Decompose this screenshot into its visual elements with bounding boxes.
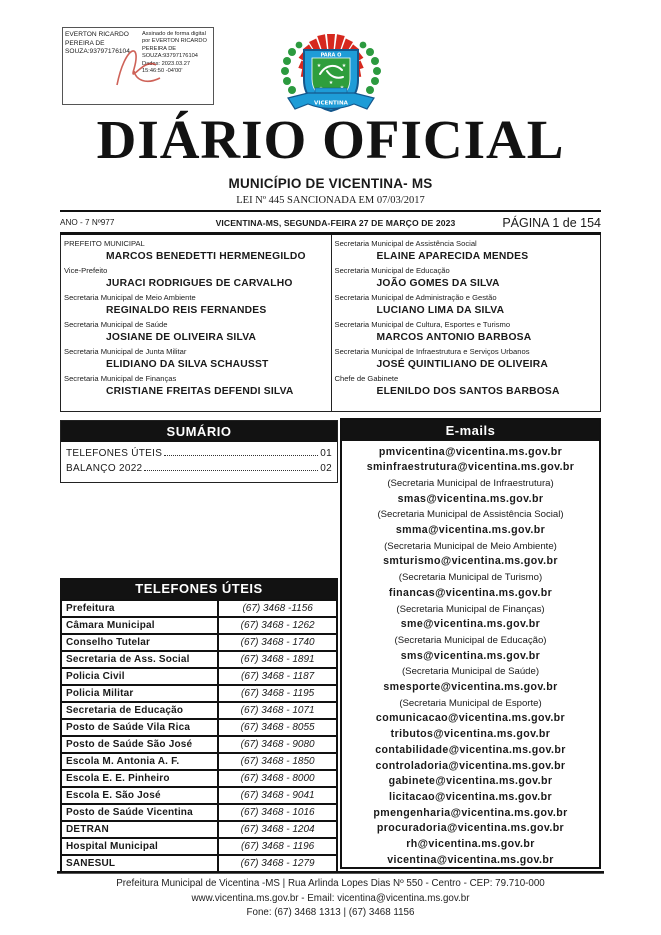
phone-entity: Policia Civil: [61, 668, 218, 685]
official-role: Secretaria Municipal de Saúde: [64, 320, 168, 329]
email-entry: [344, 617, 597, 648]
footer-rule: [57, 871, 604, 874]
table-row: [61, 634, 337, 651]
email-entry: [344, 806, 597, 822]
official-entry: [64, 373, 329, 400]
svg-text:★: ★: [328, 80, 334, 86]
official-entry: [335, 265, 599, 292]
email-department-label: (Secretaria Municipal de Meio Ambiente): [384, 540, 557, 552]
dot-leader: [144, 470, 318, 471]
officials-column-left: [61, 235, 331, 411]
email-address: sms@vicentina.ms.gov.br: [400, 649, 541, 662]
official-entry: [64, 265, 329, 292]
phone-number: (67) 3468 - 1279: [218, 855, 337, 872]
official-name: ELAINE APARECIDA MENDES: [376, 251, 529, 262]
phone-entity: Escola M. Antonia A. F.: [61, 753, 218, 770]
table-row: [61, 787, 337, 804]
email-entry: [344, 554, 597, 585]
email-department-label: (Secretaria Municipal de Finanças): [396, 603, 545, 615]
phone-number: (67) 3468 - 1891: [218, 651, 337, 668]
email-department-label: (Secretaria Municipal de Educação): [394, 634, 547, 646]
phone-entity: Escola E. E. Pinheiro: [61, 770, 218, 787]
email-address: smma@vicentina.ms.gov.br: [395, 524, 546, 537]
email-department-label: (Secretaria Municipal de Assistência Social): [377, 509, 564, 521]
emails-header: E-mails: [342, 420, 599, 441]
official-name: CRISTIANE FREITAS DEFENDI SILVA: [106, 386, 294, 397]
official-entry: [64, 292, 329, 319]
official-entry: [64, 319, 329, 346]
official-role: Secretaria Municipal de Infraestrutura e Serviços Urbanos: [334, 347, 530, 356]
official-name: JURACI RODRIGUES DE CARVALHO: [106, 278, 293, 289]
summary-entry-page: 02: [320, 462, 332, 474]
phone-number: (67) 3468 - 1187: [218, 668, 337, 685]
email-entry: [344, 774, 597, 790]
email-entry: [344, 492, 597, 523]
phone-entity: Posto de Saúde Vila Rica: [61, 719, 218, 736]
phone-entity: Conselho Tutelar: [61, 634, 218, 651]
email-entry: [344, 680, 597, 711]
emails-body: [342, 441, 599, 869]
official-entry: [335, 319, 599, 346]
official-entry: [64, 238, 329, 265]
phone-entity: SANESUL: [61, 855, 218, 872]
phone-number: (67) 3468 - 1196: [218, 838, 337, 855]
dot-leader: [164, 455, 318, 456]
official-role: PREFEITO MUNICIPAL: [64, 239, 145, 248]
crest-motto-text: PARA O: [320, 52, 342, 59]
phone-entity: Prefeitura: [61, 600, 218, 617]
email-entry: [344, 821, 597, 837]
official-name: ELENILDO DOS SANTOS BARBOSA: [376, 386, 560, 397]
official-name: JOÃO GOMES DA SILVA: [376, 278, 500, 289]
phones-header: TELEFONES ÚTEIS: [60, 578, 338, 599]
official-role: Secretaria Municipal de Administração e Gestão: [334, 293, 497, 302]
email-address: financas@vicentina.ms.gov.br: [388, 586, 553, 599]
edition-number: ANO - 7 Nº977: [60, 218, 115, 227]
email-entry: [344, 523, 597, 554]
email-address: sme@vicentina.ms.gov.br: [400, 618, 541, 631]
masthead-rule-top: [60, 210, 601, 212]
phone-entity: DETRAN: [61, 821, 218, 838]
digital-signature-stamp: [62, 27, 214, 105]
email-address: licitacao@vicentina.ms.gov.br: [388, 790, 553, 803]
phone-entity: Posto de Saúde São José: [61, 736, 218, 753]
phone-entity: Posto de Saúde Vicentina: [61, 804, 218, 821]
official-name: ELIDIANO DA SILVA SCHAUSST: [106, 359, 269, 370]
summary-entry-label: TELEFONES ÚTEIS: [66, 447, 163, 459]
email-department-label: (Secretaria Municipal de Saúde): [401, 666, 540, 678]
edition-meta-row: [60, 213, 601, 232]
email-address: vicentina@vicentina.ms.gov.br: [387, 853, 554, 866]
phone-entity: Secretaria de Educação: [61, 702, 218, 719]
phone-number: (67) 3468 - 1071: [218, 702, 337, 719]
email-entry: [344, 727, 597, 743]
official-role: Secretaria Municipal de Meio Ambiente: [64, 293, 196, 302]
email-address: smturismo@vicentina.ms.gov.br: [383, 555, 558, 568]
phone-number: (67) 3468 - 8055: [218, 719, 337, 736]
official-name: JOSÉ QUINTILIANO DE OLIVEIRA: [376, 359, 549, 370]
phone-number: (67) 3468 - 1262: [218, 617, 337, 634]
table-row: [61, 753, 337, 770]
svg-text:★: ★: [316, 63, 322, 69]
edition-date: VICENTINA-MS, SEGUNDA-FEIRA 27 DE MARÇO DE 2023: [215, 217, 456, 228]
phone-entity: Secretaria de Ass. Social: [61, 651, 218, 668]
email-entry: [344, 759, 597, 775]
municipal-coat-of-arms: [272, 22, 390, 116]
summary-section: [60, 420, 338, 483]
phone-entity: Policia Militar: [61, 685, 218, 702]
email-address: pmengenharia@vicentina.ms.gov.br: [373, 806, 568, 819]
summary-entry-page: 01: [320, 447, 332, 459]
official-entry: [64, 346, 329, 373]
law-line: LEI Nº 445 SANCIONADA EM 07/03/2017: [236, 195, 425, 206]
phone-number: (67) 3468 - 1016: [218, 804, 337, 821]
email-address: smas@vicentina.ms.gov.br: [397, 492, 544, 505]
email-entry: [344, 711, 597, 727]
table-row: [61, 685, 337, 702]
official-role: Chefe de Gabinete: [334, 374, 399, 383]
email-address: tributos@vicentina.ms.gov.br: [390, 728, 551, 741]
summary-entry: [66, 446, 332, 461]
phone-number: (67) 3468 - 1195: [218, 685, 337, 702]
official-role: Vice-Prefeito: [64, 266, 108, 275]
table-row: [61, 702, 337, 719]
official-name: MARCOS ANTONIO BARBOSA: [376, 332, 532, 343]
official-role: Secretaria Municipal de Cultura, Esportes e Turismo: [334, 320, 511, 329]
phone-number: (67) 3468 - 1204: [218, 821, 337, 838]
footer-address: Prefeitura Municipal de Vicentina -MS | Rua Arlinda Lopes Dias Nº 550 - Centro - CEP: 79.710-000: [116, 878, 545, 889]
email-entry: [344, 649, 597, 680]
email-department-label: (Secretaria Municipal de Turismo): [398, 572, 543, 584]
svg-text:★: ★: [341, 63, 347, 69]
email-address: rh@vicentina.ms.gov.br: [406, 838, 535, 851]
phone-number: (67) 3468 - 9041: [218, 787, 337, 804]
official-role: Secretaria Municipal de Assistência Social: [334, 239, 477, 248]
official-role: Secretaria Municipal de Finanças: [64, 374, 177, 383]
phone-number: (67) 3468 - 9080: [218, 736, 337, 753]
municipality-line: MUNICÍPIO DE VICENTINA- MS: [228, 176, 433, 191]
official-role: Secretaria Municipal de Educação: [334, 266, 450, 275]
footer-phones: Fone: (67) 3468 1313 | (67) 3468 1156: [246, 907, 415, 919]
email-address: gabinete@vicentina.ms.gov.br: [388, 775, 553, 788]
summary-body: [61, 442, 337, 482]
email-entry: [344, 460, 597, 491]
email-department-label: (Secretaria Municipal de Infraestrutura): [387, 477, 554, 489]
table-row: [61, 855, 337, 872]
official-entry: [335, 346, 599, 373]
official-name: REGINALDO REIS FERNANDES: [106, 305, 267, 316]
email-address: smesporte@vicentina.ms.gov.br: [383, 681, 558, 694]
phone-number: (67) 3468 - 1740: [218, 634, 337, 651]
phone-number: (67) 3468 - 1850: [218, 753, 337, 770]
email-address: procuradoria@vicentina.ms.gov.br: [376, 822, 565, 835]
table-row: [61, 804, 337, 821]
table-row: [61, 651, 337, 668]
email-entry: [344, 445, 597, 461]
signature-statement: Assinado de forma digital por EVERTON RICARDO PEREIRA DE SOUZA:93797176104 Dados: 2023.03.27 15:46:50 -04'00': [141, 31, 207, 75]
signature-holder: EVERTON RICARDO PEREIRA DE SOUZA:93797176104: [65, 31, 130, 56]
summary-entry-label: BALANÇO 2022: [66, 462, 143, 474]
official-name: JOSIANE DE OLIVEIRA SILVA: [106, 332, 257, 343]
table-row: [61, 821, 337, 838]
table-row: [61, 617, 337, 634]
email-entry: [344, 586, 597, 617]
official-entry: [335, 292, 599, 319]
email-department-label: (Secretaria Municipal de Esporte): [399, 697, 542, 709]
table-row: [61, 838, 337, 855]
footer-website-email: www.vicentina.ms.gov.br - Email: vicentina@vicentina.ms.gov.br: [191, 892, 470, 904]
phone-entity: Hospital Municipal: [61, 838, 218, 855]
officials-section: [60, 235, 601, 412]
email-address: sminfraestrutura@vicentina.ms.gov.br: [366, 461, 575, 474]
table-row: [61, 770, 337, 787]
emails-section: [340, 418, 601, 869]
footer: [0, 877, 661, 921]
email-address: contabilidade@vicentina.ms.gov.br: [375, 743, 566, 756]
phones-section: [60, 578, 338, 873]
official-name: LUCIANO LIMA DA SILVA: [376, 305, 505, 316]
officials-column-right: [331, 235, 601, 411]
table-row: [61, 600, 337, 617]
table-row: [61, 736, 337, 753]
email-entry: [344, 853, 597, 869]
email-address: pmvicentina@vicentina.ms.gov.br: [378, 445, 563, 458]
official-entry: [335, 238, 599, 265]
email-address: controladoria@vicentina.ms.gov.br: [375, 759, 566, 772]
crest-ribbon-text: VICENTINA: [314, 100, 348, 107]
email-entry: [344, 743, 597, 759]
official-role: Secretaria Municipal de Junta Militar: [64, 347, 187, 356]
summary-entry: [66, 461, 332, 476]
phone-entity: Câmara Municipal: [61, 617, 218, 634]
table-row: [61, 668, 337, 685]
inner-banner: [315, 88, 347, 93]
phones-table: [60, 599, 338, 873]
email-entry: [344, 837, 597, 853]
email-address: comunicacao@vicentina.ms.gov.br: [375, 712, 566, 725]
email-entry: [344, 790, 597, 806]
phone-number: (67) 3468 - 8000: [218, 770, 337, 787]
page-title: DIÁRIO OFICIAL: [96, 109, 565, 170]
phone-entity: Escola E. São José: [61, 787, 218, 804]
table-row: [61, 719, 337, 736]
phone-number: (67) 3468 -1156: [218, 600, 337, 617]
summary-header: SUMÁRIO: [61, 421, 337, 442]
official-name: MARCOS BENEDETTI HERMENEGILDO: [106, 251, 306, 262]
official-entry: [335, 373, 599, 400]
page-indicator: PÁGINA 1 de 154: [502, 215, 601, 230]
